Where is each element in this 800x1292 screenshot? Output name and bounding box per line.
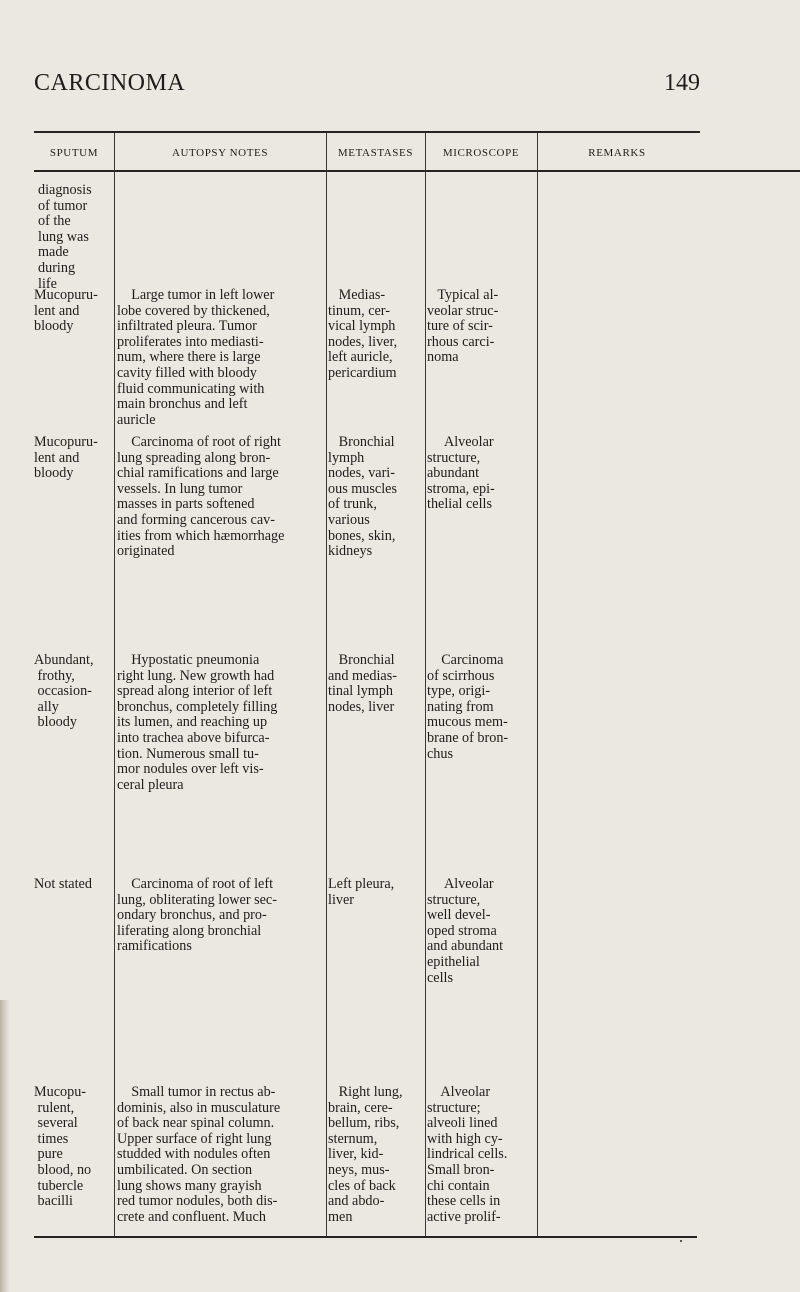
- page-header: [34, 70, 700, 104]
- metastases-cell: Left pleura, liver: [328, 876, 395, 908]
- sputum-cell: Not stated: [34, 876, 92, 892]
- page-number: 149: [664, 70, 700, 96]
- column-header-metastases: METASTASES: [337, 147, 414, 159]
- column-divider: [326, 133, 327, 1236]
- sputum-cell: Mucopuru- lent and bloody: [34, 434, 98, 482]
- column-divider: [425, 133, 426, 1236]
- column-divider: [114, 133, 115, 1236]
- column-divider: [537, 133, 538, 1236]
- sputum-cell: diagnosis of tumor of the lung was made during life: [38, 182, 92, 292]
- microscope-cell: Typical al- veolar struc- ture of scir- rhous carci- noma: [427, 287, 499, 366]
- microscope-cell: Alveolar structure; alveoli lined with high cy- lindrical cells. Small bron- chi contain these cells in active prolif-: [427, 1084, 508, 1225]
- metastases-cell: Bronchial lymph nodes, vari- ous muscles of trunk, various bones, skin, kidneys: [328, 434, 397, 560]
- column-header-sputum: SPUTUM: [49, 147, 99, 159]
- page-binding-edge: [0, 1000, 10, 1292]
- autopsy-cell: Carcinoma of root of right lung spreading along bron- chial ramifications and large vessels. In lung tumor masses in parts softened and forming cancerous cav- ities from which hæmorrhage originated: [117, 434, 285, 560]
- top-rule: [34, 131, 700, 133]
- sputum-cell: Mucopuru- lent and bloody: [34, 287, 98, 335]
- metastases-cell: Medias- tinum, cer- vical lymph nodes, liver, left auricle, pericardium: [328, 287, 398, 381]
- metastases-cell: Bronchial and medias- tinal lymph nodes, liver: [328, 652, 397, 715]
- header-rule: [34, 170, 800, 172]
- column-header-autopsy-notes: AUTOPSY NOTES: [171, 147, 269, 159]
- column-header-remarks: REMARKS: [588, 147, 646, 159]
- sputum-cell: Mucopu- rulent, several times pure blood, no tubercle bacilli: [34, 1084, 92, 1210]
- autopsy-cell: Carcinoma of root of left lung, obliterating lower sec- ondary bronchus, and pro- liferating along bronchial ramifications: [117, 876, 277, 955]
- bottom-rule: [34, 1236, 697, 1238]
- autopsy-cell: Hypostatic pneumonia right lung. New growth had spread along interior of left bronchus, completely filling its lumen, and reaching up into trachea above bifurca- tion. Numerous small tu- mor nodules over left vis- ceral pleura: [117, 652, 278, 793]
- sputum-cell: Abundant, frothy, occasion- ally bloody: [34, 652, 94, 731]
- metastases-cell: Right lung, brain, cere- bellum, ribs, sternum, liver, kid- neys, mus- cles of back and abdo- men: [328, 1084, 403, 1225]
- running-title: CARCINOMA: [34, 70, 186, 96]
- microscope-cell: Alveolar structure, well devel- oped stroma and abundant epithelial cells: [427, 876, 504, 986]
- autopsy-cell: Large tumor in left lower lobe covered by thickened, infiltrated pleura. Tumor proliferates into mediasti- num, where there is large cavity filled with bloody fluid communicating with main bronchus and left auricle: [117, 287, 275, 428]
- microscope-cell: Alveolar structure, abundant stroma, epi- thelial cells: [427, 434, 495, 513]
- microscope-cell: Carcinoma of scirrhous type, origi- nating from mucous mem- brane of bron- chus: [427, 652, 509, 762]
- column-header-microscope: MICROSCOPE: [442, 147, 520, 159]
- autopsy-cell: Small tumor in rectus ab- dominis, also in musculature of back near spinal column. Upper surface of right lung studded with nodules often umbilicated. On section lung shows many grayish red tumor nodules, both dis- crete and confluent. Much: [117, 1084, 281, 1225]
- print-speck: [680, 1240, 682, 1242]
